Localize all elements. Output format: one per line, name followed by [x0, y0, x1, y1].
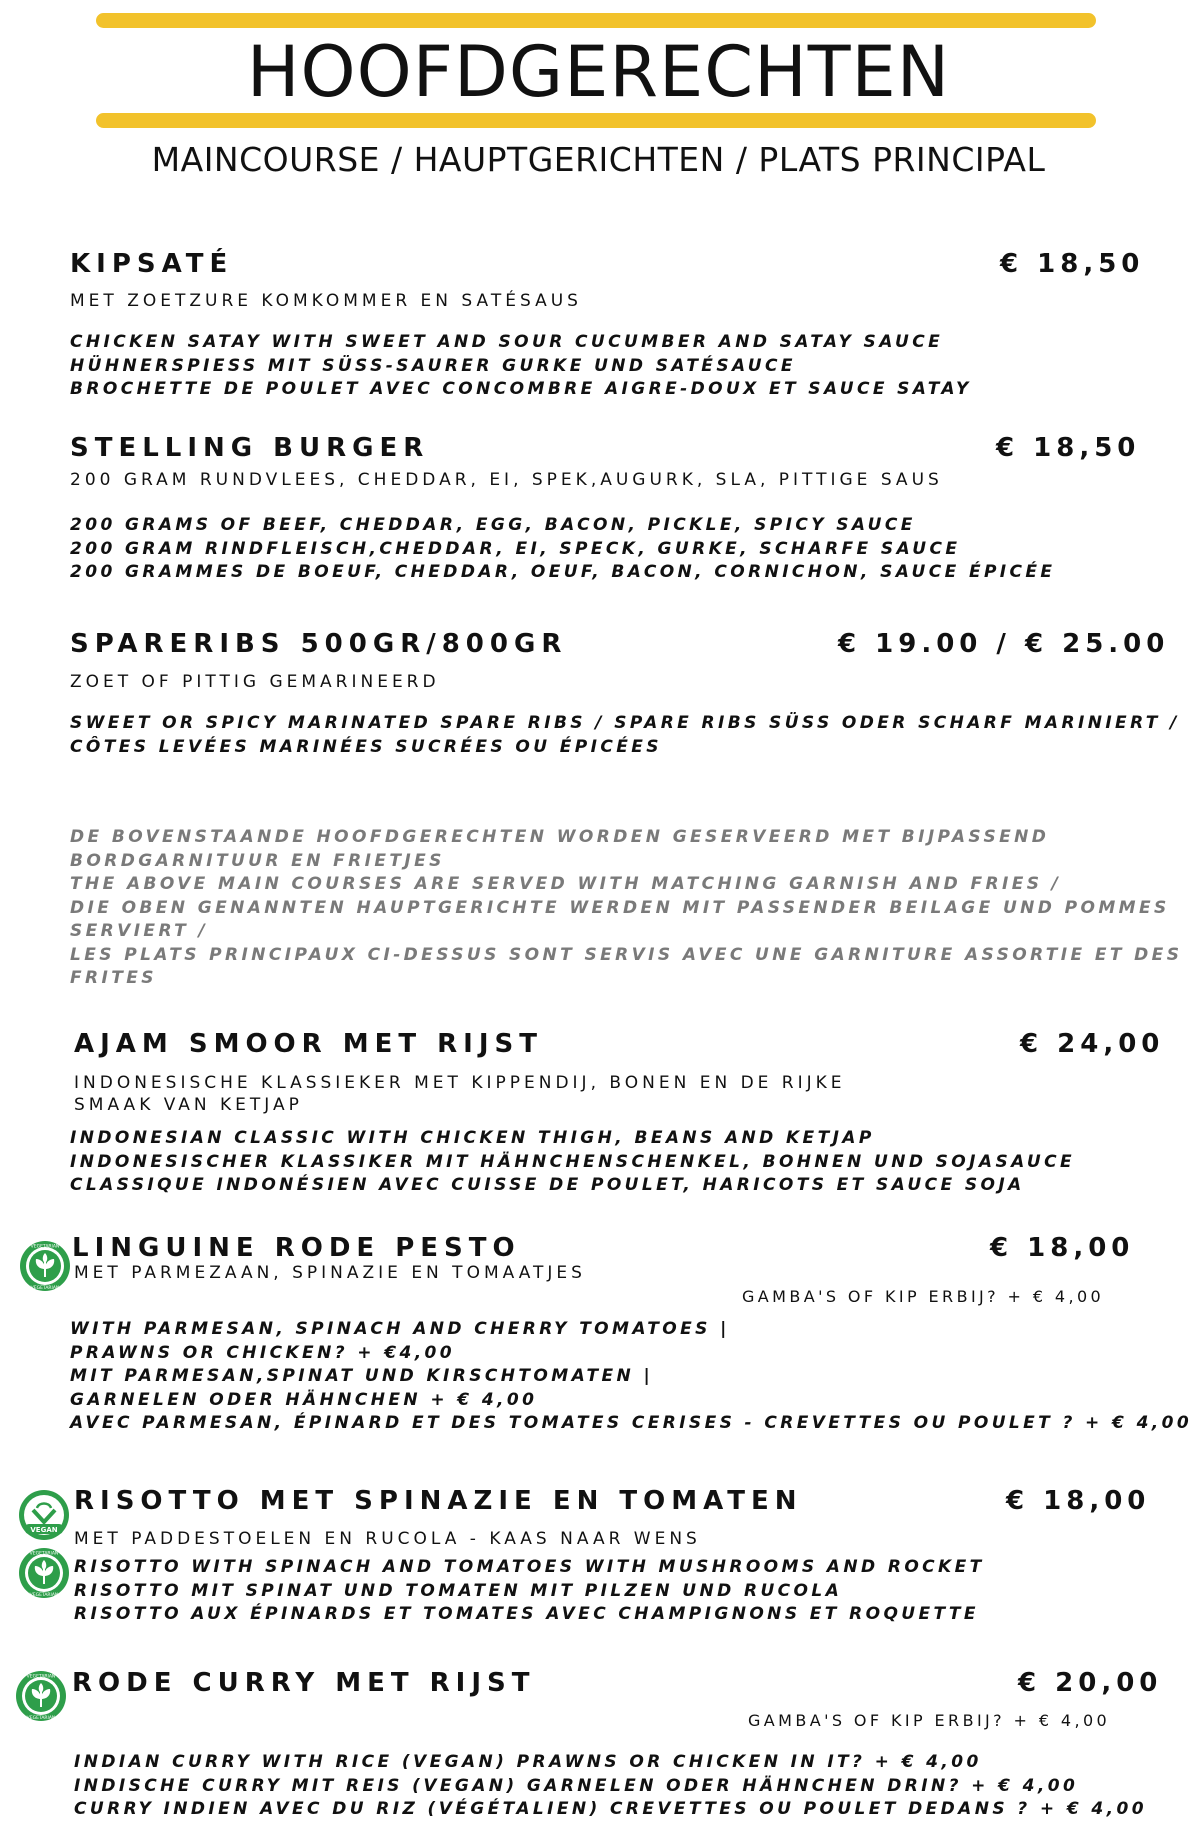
dish-translations: WITH PARMESAN, SPINACH AND CHERRY TOMATOES | PRAWNS OR CHICKEN? + €4,00 MIT PARMESAN,SPINAT UND KIRSCHTOMATEN | GARNELEN ODER HÄHNCHEN + € 4,00 AVEC PARMESAN, ÉPINARD ET DES TOMATES CERISES - CREVETTES OU POULET ? + € 4,00	[70, 1319, 1193, 1433]
dish-name-stelling-burger: STELLING BURGER	[70, 433, 430, 463]
vegetarian-badge-icon	[18, 1239, 72, 1293]
vegetarian-badge-icon	[17, 1546, 71, 1600]
dish-name-risotto: RISOTTO MET SPINAZIE EN TOMATEN	[74, 1486, 803, 1516]
dish-extra-option: GAMBA'S OF KIP ERBIJ? + € 4,00	[742, 1287, 1105, 1306]
dish-description: INDONESISCHE KLASSIEKER MET KIPPENDIJ, BONEN EN DE RIJKE SMAAK VAN KETJAP	[74, 1073, 846, 1115]
dish-description: 200 GRAM RUNDVLEES, CHEDDAR, EI, SPEK,AUGURK, SLA, PITTIGE SAUS	[70, 470, 943, 490]
svg-text:VEGAN: VEGAN	[30, 1526, 58, 1534]
serving-note: DE BOVENSTAANDE HOOFDGERECHTEN WORDEN GESERVEERD MET BIJPASSEND BORDGARNITUUR EN FRIETJES THE ABOVE MAIN COURSES ARE SERVED WITH MATCHING GARNISH AND FRIES / DIE OBEN GENANNTEN HAUPTGERICHTE WERDEN MIT PASSENDER BEILAGE UND POMMES SERVIERT / LES PLATS PRINCIPAUX CI-DESSUS SONT SERVIS AVEC UNE GARNITURE ASSORTIE ET DES FRITES	[70, 827, 1183, 988]
dish-name-spareribs: SPARERIBS 500GR/800GR	[70, 629, 568, 659]
dish-price-linguine: € 18,00	[990, 1233, 1135, 1263]
dish-translations: RISOTTO WITH SPINACH AND TOMATOES WITH MUSHROOMS AND ROCKET RISOTTO MIT SPINAT UND TOMATEN MIT PILZEN UND RUCOLA RISOTTO AUX ÉPINARDS ET TOMATES AVEC CHAMPIGNONS ET ROQUETTE	[74, 1557, 985, 1624]
dish-price-rode-curry: € 20,00	[1018, 1668, 1163, 1698]
dish-price-risotto: € 18,00	[1006, 1486, 1151, 1516]
dish-description: ZOET OF PITTIG GEMARINEERD	[70, 672, 440, 692]
dish-translations: INDONESIAN CLASSIC WITH CHICKEN THIGH, BEANS AND KETJAP INDONESISCHER KLASSIKER MIT HÄHNCHENSCHENKEL, BOHNEN UND SOJASAUCE CLASSIQUE INDONÉSIEN AVEC CUISSE DE POULET, HARICOTS ET SAUCE SOJA	[70, 1128, 1075, 1195]
svg-text:VEGETARIAN: VEGETARIAN	[29, 1551, 59, 1557]
dish-price-spareribs: € 19.00 / € 25.00	[838, 629, 1170, 659]
dish-description: MET ZOETZURE KOMKOMMER EN SATÉSAUS	[70, 291, 582, 311]
dish-translations: CHICKEN SATAY WITH SWEET AND SOUR CUCUMBER AND SATAY SAUCE HÜHNERSPIESS MIT SÜSS-SAURER GURKE UND SATÉSAUCE BROCHETTE DE POULET AVEC CONCOMBRE AIGRE-DOUX ET SAUCE SATAY	[70, 332, 972, 399]
svg-text:VEGETARIAN: VEGETARIAN	[29, 1593, 59, 1598]
header-top-bar	[96, 13, 1096, 28]
vegetarian-badge-icon	[14, 1669, 68, 1723]
svg-text:VEGETARIAN: VEGETARIAN	[30, 1244, 60, 1250]
dish-name-linguine: LINGUINE RODE PESTO	[72, 1233, 521, 1263]
dish-description: MET PARMEZAAN, SPINAZIE EN TOMAATJES	[74, 1263, 586, 1283]
dish-name-kipsate: KIPSATÉ	[70, 249, 234, 279]
svg-text:VEGETARIAN: VEGETARIAN	[26, 1716, 56, 1721]
dish-price-ajam-smoor: € 24,00	[1020, 1029, 1165, 1059]
dish-translations: INDIAN CURRY WITH RICE (VEGAN) PRAWNS OR CHICKEN IN IT? + € 4,00 INDISCHE CURRY MIT REIS (VEGAN) GARNELEN ODER HÄHNCHEN DRIN? + € 4,00 CURRY INDIEN AVEC DU RIZ (VÉGÉTALIEN) CREVETTES OU POULET DEDANS ? + € 4,00	[74, 1752, 1147, 1819]
dish-name-rode-curry: RODE CURRY MET RIJST	[72, 1668, 536, 1698]
page-subtitle: MAINCOURSE / HAUPTGERICHTEN / PLATS PRINCIPAL	[151, 140, 1046, 179]
svg-text:VEGETARIAN: VEGETARIAN	[30, 1286, 60, 1291]
dish-price-stelling-burger: € 18,50	[996, 433, 1141, 463]
dish-translations: SWEET OR SPICY MARINATED SPARE RIBS / SPARE RIBS SÜSS ODER SCHARF MARINIERT / CÔTES LEVÉES MARINÉES SUCRÉES OU ÉPICÉES	[70, 713, 1180, 757]
dish-description: MET PADDESTOELEN EN RUCOLA - KAAS NAAR WENS	[74, 1529, 701, 1549]
dish-price-kipsate: € 18,50	[1000, 249, 1145, 279]
dish-name-ajam-smoor: AJAM SMOOR MET RIJST	[74, 1029, 543, 1059]
svg-text:VEGETARIAN: VEGETARIAN	[26, 1674, 56, 1680]
dish-translations: 200 GRAMS OF BEEF, CHEDDAR, EGG, BACON, PICKLE, SPICY SAUCE 200 GRAM RINDFLEISCH,CHEDDAR, EI, SPECK, GURKE, SCHARFE SAUCE 200 GRAMMES DE BOEUF, CHEDDAR, OEUF, BACON, CORNICHON, SAUCE ÉPICÉE	[70, 515, 1056, 582]
dish-extra-option: GAMBA'S OF KIP ERBIJ? + € 4,00	[748, 1711, 1111, 1730]
page-title: HOOFDGERECHTEN	[246, 31, 951, 113]
header-bottom-bar	[96, 113, 1096, 128]
vegan-badge-icon	[17, 1488, 71, 1542]
